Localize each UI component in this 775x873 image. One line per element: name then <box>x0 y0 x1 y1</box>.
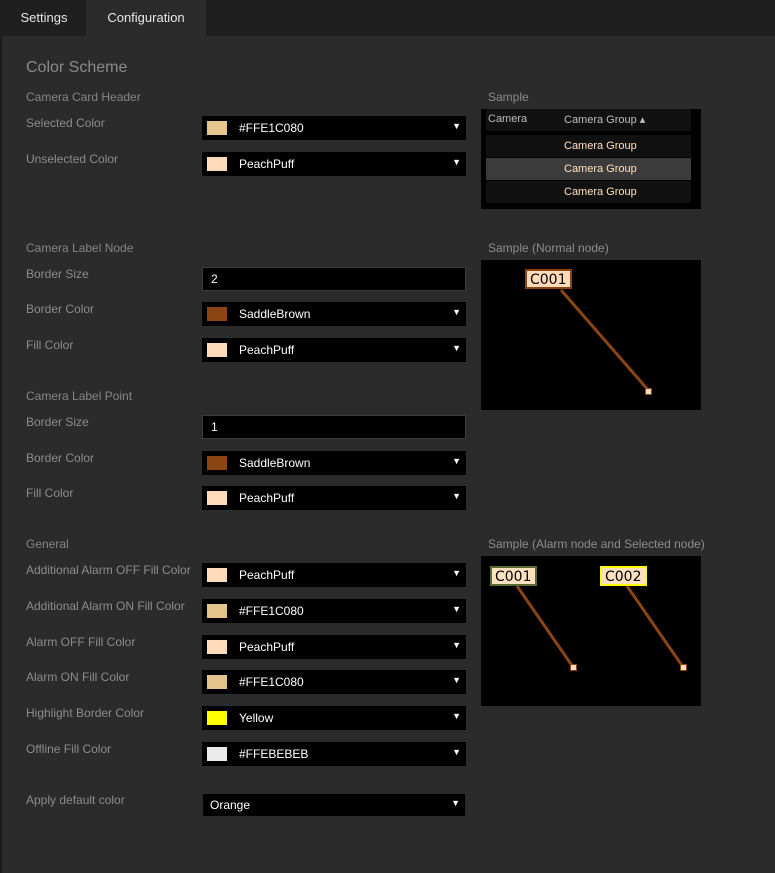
dropdown-value: PeachPuff <box>239 343 295 357</box>
color-swatch <box>207 307 227 321</box>
grid-col-camera: Camera <box>488 113 528 125</box>
node-border-size-label: Border Size <box>26 267 89 281</box>
row-label: Camera Group <box>564 140 637 152</box>
alarm-off-label: Alarm OFF Fill Color <box>26 635 136 649</box>
chevron-down-icon: ▼ <box>452 640 461 650</box>
dropdown-value: #FFE1C080 <box>239 121 304 135</box>
offline-fill-label: Offline Fill Color <box>26 742 112 756</box>
left-border <box>0 36 2 873</box>
alarm-on-dropdown[interactable] <box>202 670 466 694</box>
alarm-on-label: Alarm ON Fill Color <box>26 670 130 684</box>
color-swatch <box>207 640 227 654</box>
alarm-node-label: C001 <box>490 566 537 586</box>
grid-col-group: Camera Group ▴ <box>564 114 646 126</box>
offline-fill-dropdown[interactable] <box>202 742 466 766</box>
node-border-color-dropdown[interactable] <box>202 302 466 326</box>
node-fill-color-dropdown[interactable] <box>202 338 466 362</box>
chevron-down-icon: ▼ <box>452 343 461 353</box>
additional-alarm-on-label: Additional Alarm ON Fill Color <box>26 599 185 613</box>
camera-node-label: C001 <box>525 269 572 289</box>
camera-point <box>645 388 652 395</box>
camera-point <box>680 664 687 671</box>
camera-label-node-heading: Camera Label Node <box>26 241 134 255</box>
highlight-border-label: Highlight Border Color <box>26 706 145 720</box>
sample-alarm-panel <box>481 556 701 706</box>
color-swatch <box>207 604 227 618</box>
point-fill-color-label: Fill Color <box>26 486 74 500</box>
sample-card-panel <box>481 109 701 209</box>
connector-line <box>481 260 701 410</box>
list-item <box>486 135 691 157</box>
unselected-color-label: Unselected Color <box>26 152 119 166</box>
sample-normal-panel <box>481 260 701 410</box>
color-swatch <box>207 343 227 357</box>
dropdown-value: #FFE1C080 <box>239 675 304 689</box>
color-swatch <box>207 456 227 470</box>
color-swatch <box>207 747 227 761</box>
node-fill-color-label: Fill Color <box>26 338 74 352</box>
point-border-color-label: Border Color <box>26 451 95 465</box>
chevron-down-icon: ▼ <box>452 711 461 721</box>
color-swatch <box>207 568 227 582</box>
camera-card-header-heading: Camera Card Header <box>26 90 141 104</box>
highlight-border-dropdown[interactable] <box>202 706 466 730</box>
row-label: Camera Group <box>564 186 637 198</box>
point-border-color-dropdown[interactable] <box>202 451 466 475</box>
color-swatch <box>207 675 227 689</box>
list-item <box>486 181 691 203</box>
apply-default-label: Apply default color <box>26 793 125 807</box>
dropdown-value: PeachPuff <box>239 568 295 582</box>
tab-bar <box>0 0 775 36</box>
chevron-down-icon: ▼ <box>452 675 461 685</box>
tab-configuration[interactable]: Configuration <box>86 0 206 36</box>
dropdown-value: PeachPuff <box>239 157 295 171</box>
color-swatch <box>207 491 227 505</box>
dropdown-value: Orange <box>210 798 251 812</box>
general-heading: General <box>26 537 69 551</box>
color-swatch <box>207 711 227 725</box>
chevron-down-icon: ▼ <box>452 604 461 614</box>
additional-alarm-on-dropdown[interactable] <box>202 599 466 623</box>
selected-node-label: C002 <box>600 566 647 586</box>
camera-point <box>570 664 577 671</box>
dropdown-value: PeachPuff <box>239 640 295 654</box>
point-fill-color-dropdown[interactable] <box>202 486 466 510</box>
dropdown-value: PeachPuff <box>239 491 295 505</box>
sample-card-label: Sample <box>488 90 529 104</box>
dropdown-value: SaddleBrown <box>239 456 311 470</box>
chevron-down-icon: ▼ <box>452 568 461 578</box>
color-swatch <box>207 121 227 135</box>
point-border-size-label: Border Size <box>26 415 89 429</box>
node-border-color-label: Border Color <box>26 302 95 316</box>
dropdown-value: Yellow <box>239 711 274 725</box>
dropdown-value: SaddleBrown <box>239 307 311 321</box>
additional-alarm-off-label: Additional Alarm OFF Fill Color <box>26 563 191 577</box>
chevron-down-icon: ▼ <box>452 456 461 466</box>
chevron-down-icon: ▼ <box>452 157 461 167</box>
row-label: Camera Group <box>564 163 637 175</box>
list-item <box>486 158 691 180</box>
chevron-down-icon: ▼ <box>452 491 461 501</box>
chevron-down-icon: ▼ <box>452 121 461 131</box>
sample-normal-label: Sample (Normal node) <box>488 241 609 255</box>
color-swatch <box>207 157 227 171</box>
apply-default-dropdown[interactable] <box>203 794 465 816</box>
tab-settings[interactable]: Settings <box>20 10 68 25</box>
camera-label-point-heading: Camera Label Point <box>26 389 133 403</box>
node-border-size-input[interactable]: 2 <box>202 267 466 291</box>
additional-alarm-off-dropdown[interactable] <box>202 563 466 587</box>
point-border-size-input[interactable]: 1 <box>202 415 466 439</box>
chevron-down-icon: ▼ <box>452 307 461 317</box>
dropdown-value: #FFE1C080 <box>239 604 304 618</box>
alarm-off-dropdown[interactable] <box>202 635 466 659</box>
sample-alarm-label: Sample (Alarm node and Selected node) <box>488 537 705 551</box>
chevron-down-icon: ▼ <box>452 747 461 757</box>
page-title: Color Scheme <box>26 59 128 76</box>
dropdown-value: #FFEBEBEB <box>239 747 309 761</box>
chevron-down-icon: ▼ <box>451 798 460 808</box>
unselected-color-dropdown[interactable] <box>202 152 466 176</box>
selected-color-dropdown[interactable] <box>202 116 466 140</box>
selected-color-label: Selected Color <box>26 116 105 130</box>
sample-grid-header <box>486 109 691 131</box>
